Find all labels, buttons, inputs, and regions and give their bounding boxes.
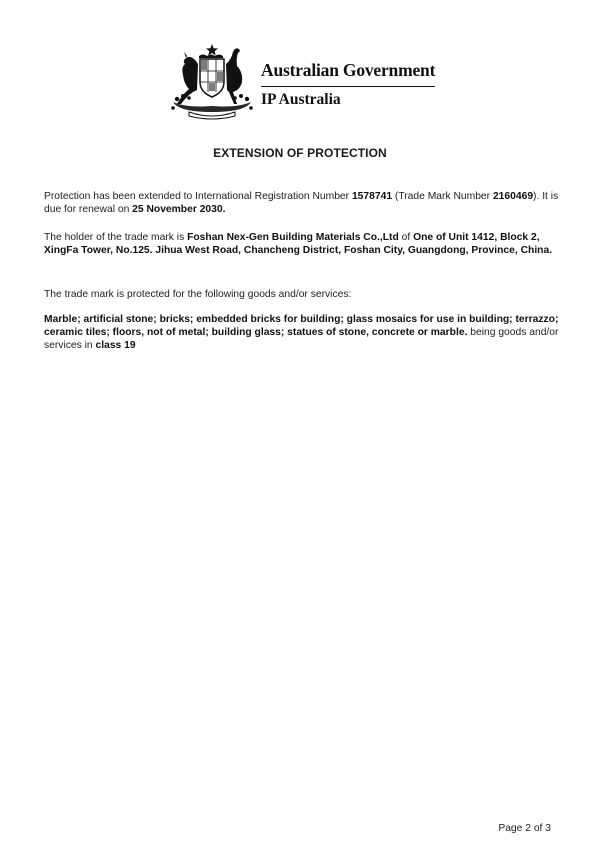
renewal-date: 25 November 2030. <box>132 204 226 216</box>
header-divider <box>261 86 435 87</box>
page-number: Page 2 of 3 <box>498 823 551 834</box>
government-branding <box>261 60 437 109</box>
extension-text-1: Protection has been extended to International Registration Number <box>44 191 352 202</box>
holder-text-1: The holder of the trade mark is <box>44 232 188 243</box>
goods-class: class 19 <box>95 340 136 352</box>
goods-intro: The trade mark is protected for the following goods and/or services: <box>44 289 352 300</box>
trade-mark-number: 2160469 <box>492 191 534 202</box>
government-name: Australian Government <box>261 60 436 80</box>
agency-name: IP Australia <box>261 91 341 108</box>
extension-paragraph <box>44 190 564 216</box>
extension-text-2: (Trade Mark Number <box>392 191 493 202</box>
extension-text-3: ). It is due for renewal on <box>44 191 559 216</box>
goods-list: Marble; artificial stone; bricks; embedded bricks for building; glass mosaics for use in building; terrazzo; ceramic tiles; floors, not of metal; building glass; statues of stone, concrete or marble. <box>44 314 559 339</box>
coat-of-arms-icon <box>167 42 257 120</box>
holder-name: Foshan Nex-Gen Building Materials Co.,Ltd <box>187 232 399 243</box>
goods-text-1: being goods and/or services in <box>44 327 559 352</box>
holder-paragraph <box>44 231 564 257</box>
document-title: EXTENSION OF PROTECTION <box>213 146 387 160</box>
letterhead <box>167 42 437 120</box>
ir-number: 1578741 <box>351 191 393 202</box>
holder-text-2: of <box>398 232 414 243</box>
goods-paragraph <box>44 313 564 353</box>
holder-address: One of Unit 1412, Block 2, XingFa Tower, No.125. Jihua West Road, Chancheng District, Foshan City, Guangdong, Province, China. <box>44 232 553 257</box>
